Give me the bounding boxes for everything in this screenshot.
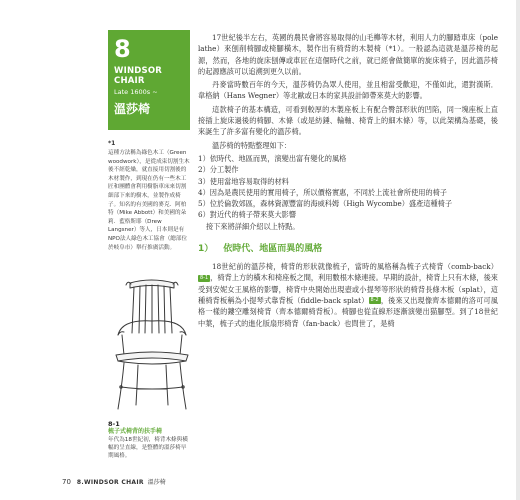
paragraph-text: 這款椅子的基本構造，可看到較厚的木製座板上有配合臀部形狀的凹陷，同一塊座板上直接插上旋床過後的椅腳、木條（或是紡錘、輪軸、椅背上的細木條）等，以此架構為基礎，後來誕生了許多富有變化的溫莎椅。 (198, 104, 498, 137)
list-item: 2）分工製作 (198, 165, 239, 175)
page-edge (516, 0, 520, 500)
figure-caption-text: 年代為18世紀初，椅背木條與橫幅的呈直線，是整體的溫莎椅早期風格。 (108, 437, 188, 459)
list-item: 3）使用當地容易取得的材料 (198, 176, 289, 186)
paragraph (198, 104, 498, 138)
side-note (108, 140, 190, 252)
paragraph-text: 丹麥當時數百年的今天，溫莎椅仍為眾人使用，並且相當受歡迎，不僅如此，還對漢斯．韋格納（Hans Wegner）等北歐或日本的家具設計師帶來莫大的影響。 (198, 80, 498, 101)
footer-title: 8.WINDSOR CHAIR (76, 479, 144, 486)
page-footer (62, 478, 166, 487)
figure-id: 8-1 (108, 420, 120, 428)
section-paragraph (198, 261, 498, 329)
list-item: 6）對近代的椅子帶來莫大影響 (198, 210, 297, 220)
chapter-title-en: WINDSOR CHAIR (114, 66, 163, 86)
figure-ref-tag[interactable]: 8-1 (200, 274, 209, 281)
windsor-chair-illustration (112, 275, 190, 415)
page-number: 70 (62, 478, 71, 486)
paragraph (198, 140, 498, 151)
list-note: 接下來將詳細介紹以上特點。 (206, 221, 300, 231)
figure-ref-tag[interactable]: 8-2 (370, 297, 379, 304)
footer-title-zh: 溫莎椅 (147, 479, 166, 486)
section-heading (198, 243, 498, 255)
section-title: 依時代、地區而異的風格 (223, 244, 323, 255)
list-item: 1）依時代、地區而異，演變出富有變化的風格 (198, 153, 347, 163)
paragraph-text: 17世紀後半左右，英國的農民會將容易取得的山毛櫸等木材，利用人力的腳踏車床（pole lathe）來刨削椅腳或椅腳橫木，製作出有椅背的木製椅（*1）。一般認為這就是溫莎椅的起源，然而，各地的旋床刨傳或車匠在這個時代之前，就已經會做簡單的旋床椅子，因此溫莎椅的起源應該可以追溯到更久以前。 (198, 33, 498, 76)
paragraph-text: 溫莎椅的特點整理如下： (212, 140, 292, 150)
chapter-date: Late 1600s ~ (114, 88, 158, 96)
section-number: 1） (198, 244, 214, 255)
feature-list (198, 153, 498, 232)
list-item: 4）因為是農民使用的實用椅子，所以價格實惠，不同於上流社會所使用的椅子 (198, 187, 447, 197)
list-item: 5）位於倫敦郊區，森林資源豐富的海威科姆（High Wycombe）盛產這種椅子 (198, 199, 453, 209)
main-text-column (198, 32, 498, 331)
paragraph (198, 79, 498, 102)
figure-title: 梳子式椅背的扶手椅 (108, 428, 163, 435)
note-text: 這種方法稱為綠色木工（Green woodwork），是從成束切割生木後不經乾燥，就直接用切割後的木材製作，到現在仍有一些木工匠和團體會利用樹脂車床來切割細部下來的樹木，並製作成椅子。知名的有美國的麥克．阿柏特（Mike Abbott）和美國的朵莉．藍格斯耶（Drew Langsner）等人，日本則是有NPO法人綠色木工協會（總部位於岐阜市）舉行推廣活動。 (108, 150, 190, 251)
chapter-title-zh: 溫莎椅 (114, 102, 151, 116)
section-paragraph-text: 18世紀前的溫莎椅，椅背的形狀就像梳子，當時的風格稱為梳子式椅背（comb-back）8-1 ，椅背上方的橫木和椅座板之間，利用數根木條連接。早期的設計，椅背上只有木條，後來受到安妮女王風格的影響，椅背中央開始出現壺或小提琴等形狀的椅背長條木板（splat），這種椅背板稱為小提琴式靠背板（fiddle-back splat） 8-2 ，後來又出現像齊本德爾的洛可可風格一樣的鏤空雕刻椅背（齊本德爾椅背板）。椅腳也從直線形逐漸演變出猫腳型。到了18世紀中葉，梳子式的進化版扇形椅背（fan-back）也問世了，是椅 (198, 262, 498, 328)
note-marker: *1 (108, 140, 116, 147)
paragraph (198, 32, 498, 77)
chapter-header-box (108, 30, 190, 130)
figure-caption (108, 420, 190, 460)
chapter-number: 8 (114, 35, 131, 63)
